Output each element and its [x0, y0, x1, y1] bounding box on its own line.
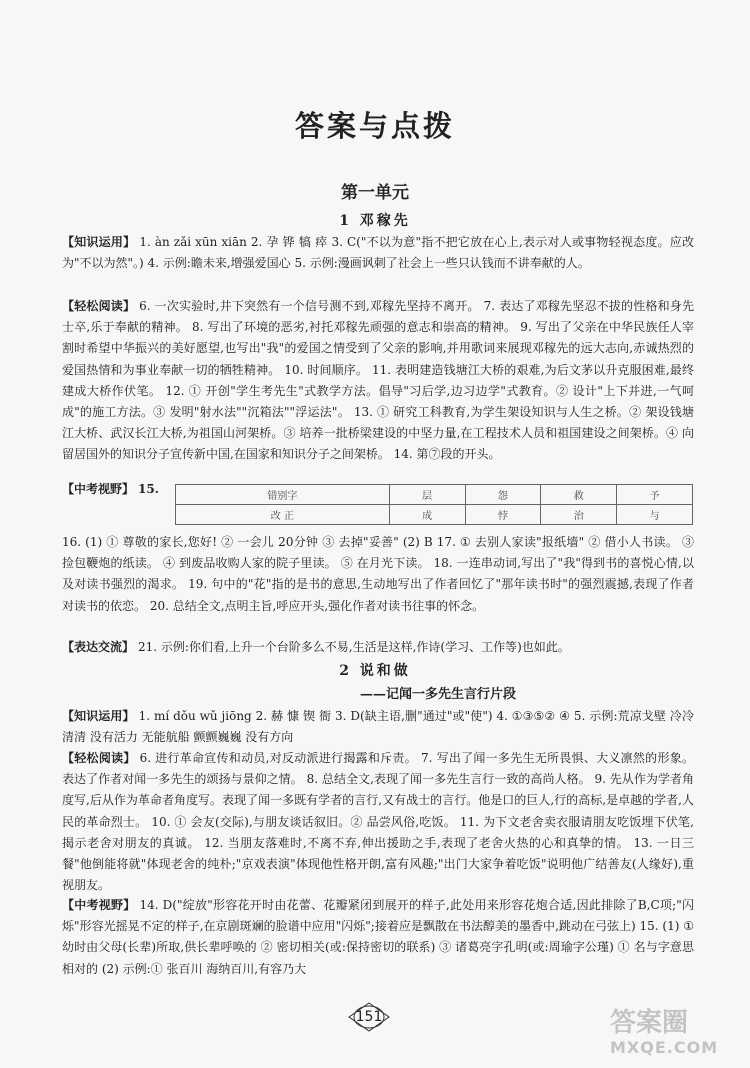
table-cell: 错别字: [176, 485, 390, 505]
reading-answers: 6. 一次实验时,井下突然有一个信号测不到,邓稼先坚持不离开。 7. 表达了邓稼先坚忍不拔的性格和身先士卒,乐于奉献的精神。 8. 写出了环境的恶劣,衬托邓稼先顽强的意志和崇高的精神。 9. 写出了父亲在中华民族任人宰割时希望中华振兴的美好愿望,也写出"我"的爱国之情受到了父亲的影响,并用歌词来展现邓稼先的远大志向,赤诚热烈的爱国热情和为事业奉献一切的牺牲精神。 10. 时间顺序。 11. 表明建造钱塘江大桥的艰难,为后文茅以升克服困难,最终建成大桥作伏笔。 12. ① 开创"学生考先生"式教学方法。倡导"习后学,边习边学"式教育。② 设计"上下并进,一气呵成"的施工方法。③ 发明"射水法""沉箱法""浮运法"。 13. ① 研究工科教育,为学生架设知识与人生之桥。② 架设钱塘江大桥、武汉长江大桥,为祖国山河架桥。③ 培养一批桥梁建设的中坚力量,在工程技术人员和祖国建设之间架桥。④ 向留居国外的知识分子宣传新中国,在国家和知识分子之间架桥。 14. 第⑦段的开头。: [62, 299, 694, 462]
reading-answers: 6. 进行革命宣传和动员,对反动派进行揭露和斥责。 7. 写出了闻一多先生无所畏惧、大义凛然的形象。 表达了作者对闻一多先生的颂扬与景仰之情。 8. 总结全文,表现了闻一多先生言行一致的高尚人格。 9. 先从作为学者角度写,后从作为革命者角度写。表现了闻一多既有学者的言行,又有战士的言行。他是口的巨人,行的高标,是卓越的学者,人民的革命烈士。 10. ① 会友(交际),与朋友谈话叙旧。② 品尝风俗,吃饭。 11. 为下文老舍卖衣服请朋友吃饭埋下伏笔,揭示老舍对朋友的真诚。 12. 当朋友落难时,不离不弃,伸出援助之手,表现了老舍火热的心和真挚的情。 13. 一日三餐"他倒能将就"体现老舍的纯朴;"京戏表演"体现他性格开朗,富有风趣;"出门大家争着吃饭"说明他广结善友(人缘好),重视朋友。: [62, 751, 694, 893]
table-cell: 改 正: [176, 505, 390, 525]
watermark-line1: 答案圈: [610, 1008, 689, 1038]
lesson-2-title: 2 说和做: [339, 663, 411, 679]
correction-table: [175, 484, 693, 525]
page-number: [348, 1002, 390, 1032]
page-title: 答案与点拨: [294, 109, 455, 143]
watermark-logo: [610, 1008, 740, 1064]
lesson-2-reading: [62, 748, 694, 896]
expression-tag: 【表达交流】: [62, 640, 135, 654]
knowledge-answers: 1. àn zǎi xūn xiān 2. 孕 铧 犒 瘁 3. C("不以为意"指不把它放在心上,表示对人或事物轻视态度。应改为"不以为然"。) 4. 示例:瞻未来,增强爱国心 5. 示例:漫画讽刺了社会上一些只认钱而不讲奉献的人。: [62, 235, 694, 271]
table-cell: 救: [541, 485, 617, 505]
lesson-1-title: 1 邓稼先: [339, 213, 411, 229]
table-row: [176, 505, 693, 525]
exam-tag: 【中考视野】: [62, 482, 135, 496]
exam-tag: 【中考视野】: [62, 898, 136, 912]
lesson-2-knowledge: [62, 706, 694, 748]
knowledge-tag: 【知识运用】: [62, 235, 136, 249]
question-15: [62, 480, 159, 497]
table-cell: 予: [617, 485, 693, 505]
lesson-2-subtitle: ——记闻一多先生言行片段: [360, 687, 517, 702]
expression-answers: 21. 示例:你们看,上升一个台阶多么不易,生活是这样,作诗(学习、工作等)也如此。: [138, 640, 570, 654]
table-cell: 成: [389, 505, 465, 525]
table-row: [176, 485, 693, 505]
table-cell: 悖: [465, 505, 541, 525]
knowledge-tag: 【知识运用】: [62, 709, 135, 723]
page-number-text: 151: [355, 1009, 383, 1025]
lesson-1-expression: [62, 637, 694, 658]
watermark-line2: MXQE.COM: [610, 1038, 719, 1057]
table-cell: 怨: [465, 485, 541, 505]
lesson-1-reading: [62, 296, 694, 466]
knowledge-answers: 1. mí dǒu wǔ jiōng 2. 赫 慷 锲 衙 3. D(缺主语,删"通过"或"使") 4. ①③⑤② ④ 5. 示例:荒凉戈壁 冷冷清清 没有活力 无能航船 颤颤巍巍 没有方向: [62, 709, 694, 745]
unit-title: 第一单元: [341, 183, 409, 203]
lesson-1-knowledge: [62, 232, 694, 274]
reading-tag: 【轻松阅读】: [62, 299, 136, 313]
table-cell: 治: [541, 505, 617, 525]
exam-answers: 14. D("绽放"形容花开时由花蕾、花瓣紧闭到展开的样子,此处用来形容花炮合适,因此排除了B,C项;"闪烁"形容光摇晃不定的样子,在京剧斑斓的脸谱中应用"闪烁";接着应是飘散在书法醇美的墨香中,跳动在弓弦上) 15. (1) ① 幼时由父母(长辈)所取,供长辈呼唤的 ② 密切相关(或:保持密切的联系) ③ 诸葛亮字孔明(或:周瑜字公瑾) ① 名与字意思相对的 (2) 示例:① 张百川 海纳百川,有容乃大: [62, 898, 694, 976]
question-15-number: 15.: [138, 482, 159, 496]
reading-tag: 【轻松阅读】: [62, 751, 136, 765]
table-cell: 层: [389, 485, 465, 505]
lesson-1-exam-answers: 16. (1) ① 尊敬的家长,您好! ② 一会儿 20分钟 ③ 去掉"妥善" (2) B 17. ① 去别人家读"报纸墙" ② 借小人书读。 ③ 捡包鞭炮的纸读。 ④ 到废品收购人家的院子里读。 ⑤ 在月光下读。 18. 一连串动词,写出了"我"得到书的喜悦心情,以及对读书强烈的渴求。 19. 句中的"花"指的是书的意思,生动地写出了作者回忆了"那年读书时"的强烈震撼,表现了作者对读书的依恋。 20. 总结全文,点明主旨,呼应开头,强化作者对读书往事的怀念。: [62, 535, 694, 613]
table-cell: 与: [617, 505, 693, 525]
lesson-2-exam: [62, 895, 694, 980]
